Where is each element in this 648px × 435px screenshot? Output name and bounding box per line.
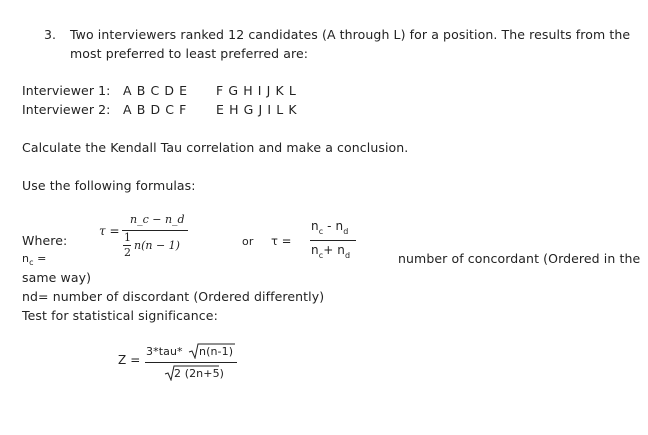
- or-text: or: [242, 235, 254, 248]
- formula1-den-one: 1: [124, 231, 131, 244]
- nc-label: $n_c$ =: [22, 252, 47, 267]
- z-num-root: n(n-1): [199, 345, 234, 358]
- z-fraction-bar: [145, 362, 237, 363]
- same-way-text: same way): [22, 270, 92, 285]
- interviewer-1-ranks-b: F G H I J K L: [216, 83, 296, 98]
- z-numerator: 3*tau*: [146, 345, 183, 358]
- formula2-lhs: τ =: [271, 234, 292, 248]
- question-number: 3.: [44, 27, 57, 42]
- task-text: Calculate the Kendall Tau correlation and make a conclusion.: [22, 140, 409, 155]
- where-label: Where:: [22, 233, 68, 248]
- question-line-2: most preferred to least preferred are:: [70, 46, 309, 61]
- formula2-fraction-bar: [310, 240, 356, 241]
- z-den-root: 2 (2n+5): [174, 367, 225, 380]
- formula1-lhs: τ =: [99, 224, 120, 238]
- formula2-denominator: $n_c+ n_d$: [311, 243, 351, 260]
- discordant-definition: nd= number of discordant (Ordered differently): [22, 289, 325, 304]
- interviewer-2-ranks-b: E H G J I L K: [216, 102, 297, 117]
- concordant-definition: number of concordant (Ordered in the: [398, 251, 641, 266]
- significance-text: Test for statistical significance:: [22, 308, 218, 323]
- z-lhs: Z =: [118, 353, 141, 367]
- question-line-1: Two interviewers ranked 12 candidates (A through L) for a position. The results from the: [70, 27, 631, 42]
- interviewer-1-ranks-a: A B C D E: [123, 83, 188, 98]
- formula1-den-two: 2: [124, 246, 131, 259]
- formula1-fraction-bar: [122, 230, 188, 231]
- interviewer-2-label: Interviewer 2:: [22, 102, 111, 117]
- interviewer-1-label: Interviewer 1:: [22, 83, 111, 98]
- formula2-numerator: $n_c - n_d$: [311, 219, 349, 236]
- formula1-den-rest: n(n − 1): [134, 239, 180, 252]
- use-formulas-text: Use the following formulas:: [22, 178, 196, 193]
- interviewer-2-ranks-a: A B D C F: [123, 102, 187, 117]
- formula1-numerator: n_c − n_d: [130, 213, 185, 226]
